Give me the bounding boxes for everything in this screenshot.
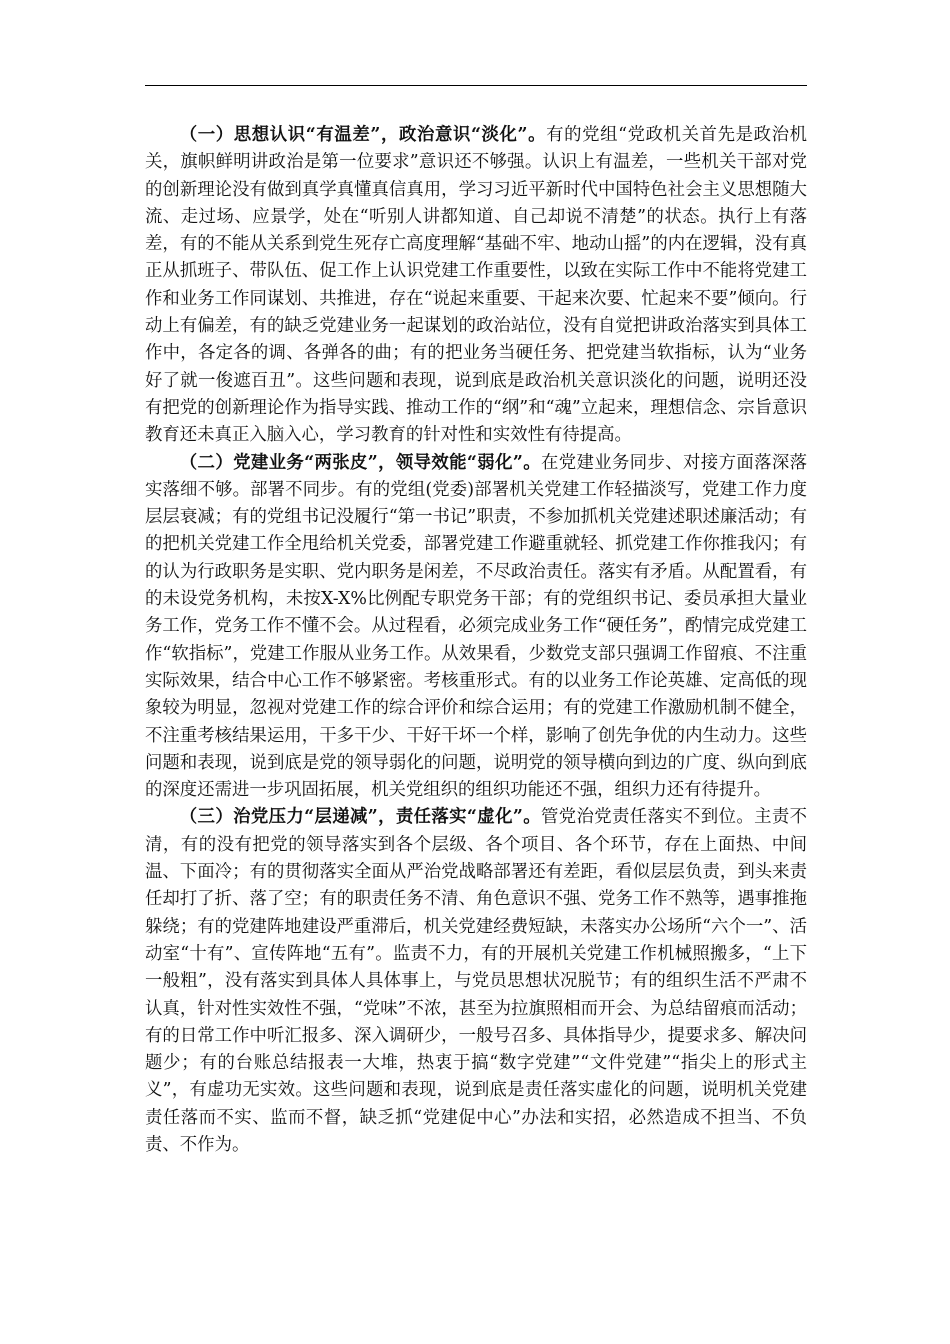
paragraph-3-body: 管党治党责任落实不到位。主责不清，有的没有把党的领导落实到各个层级、各个项目、各个环节，存在上面热、中间温、下面冷；有的贯彻落实全面从严治党战略部署还有差距，看似层层负责，到头来责任却打了折、落了空；有的职责任务不清、角色意识不强、党务工作不熟等，遇事推拖躲绕；有的党建阵地建设严重滞后，机关党建经费短缺，未落实办公场所“六个一”、活动室“十有”、宣传阵地“五有”。监责不力，有的开展机关党建工作机械照搬多，“上下一般粗”，没有落实到具体人具体事上，与党员思想状况脱节；有的组织生活不严肃不认真，针对性实效性不强，“党味”不浓，甚至为拉旗照相而开会、为总结留痕而活动；有的日常工作中听汇报多、深入调研少，一般号召多、具体指导少，提要求多、解决问题少；有的台账总结报表一大堆，热衷于搞“数字党建”“文件党建”“指尖上的形式主义”，有虚功无实效。这些问题和表现，说到底是责任落实虚化的问题，说明机关党建责任落而不实、监而不督，缺乏抓“党建促中心”办法和实招，必然造成不担当、不负责、不作为。 bbox=[145, 807, 807, 1155]
paragraph-1 bbox=[145, 122, 807, 450]
paragraph-1-heading: （一）思想认识“有温差”，政治意识“淡化”。 bbox=[179, 125, 547, 145]
header-rule bbox=[145, 85, 807, 86]
paragraph-2 bbox=[145, 450, 807, 805]
paragraph-3 bbox=[145, 804, 807, 1159]
paragraph-1-body: 有的党组“党政机关首先是政治机关，旗帜鲜明讲政治是第一位要求”意识还不够强。认识上有温差，一些机关干部对党的创新理论没有做到真学真懂真信真用，学习习近平新时代中国特色社会主义思想随大流、走过场、应景学，处在“听别人讲都知道、自己却说不清楚”的状态。执行上有落差，有的不能从关系到党生死存亡高度理解“基础不牢、地动山摇”的内在逻辑，没有真正从抓班子、带队伍、促工作上认识党建工作重要性，以致在实际工作中不能将党建工作和业务工作同谋划、共推进，存在“说起来重要、干起来次要、忙起来不要”倾向。行动上有偏差，有的缺乏党建业务一起谋划的政治站位，没有自觉把讲政治落实到具体工作中，各定各的调、各弹各的曲；有的把业务当硬任务、把党建当软指标，认为“业务好了就一俊遮百丑”。这些问题和表现，说到底是政治机关意识淡化的问题，说明还没有把党的创新理论作为指导实践、推动工作的“纲”和“魂”立起来，理想信念、宗旨意识教育还未真正入脑入心，学习教育的针对性和实效性有待提高。 bbox=[145, 125, 807, 446]
paragraph-2-body: 在党建业务同步、对接方面落深落实落细不够。部署不同步。有的党组(党委)部署机关党建工作轻描淡写，党建工作力度层层衰减；有的党组书记没履行“第一书记”职责，不参加抓机关党建述职述廉活动；有的把机关党建工作全甩给机关党委，部署党建工作避重就轻、抓党建工作你推我闪；有的认为行政职务是实职、党内职务是闲差，不尽政治责任。落实有矛盾。从配置看，有的未设党务机构，未按X-X%比例配专职党务干部；有的党组织书记、委员承担大量业务工作，党务工作不懂不会。从过程看，必须完成业务工作“硬任务”，酌情完成党建工作“软指标”，党建工作服从业务工作。从效果看，少数党支部只强调工作留痕、不注重实际效果，结合中心工作不够紧密。考核重形式。有的以业务工作论英雄、定高低的现象较为明显，忽视对党建工作的综合评价和综合运用；有的党建工作激励机制不健全，不注重考核结果运用，干多干少、干好干坏一个样，影响了创先争优的内生动力。这些问题和表现，说到底是党的领导弱化的问题，说明党的领导横向到边的广度、纵向到底的深度还需进一步巩固拓展，机关党组织的组织功能还不强，组织力还有待提升。 bbox=[145, 452, 807, 801]
paragraph-3-heading: （三）治党压力“层递减”，责任落实“虚化”。 bbox=[179, 807, 541, 828]
document-body bbox=[145, 122, 807, 1159]
paragraph-2-heading: （二）党建业务“两张皮”，领导效能“弱化”。 bbox=[179, 452, 541, 473]
